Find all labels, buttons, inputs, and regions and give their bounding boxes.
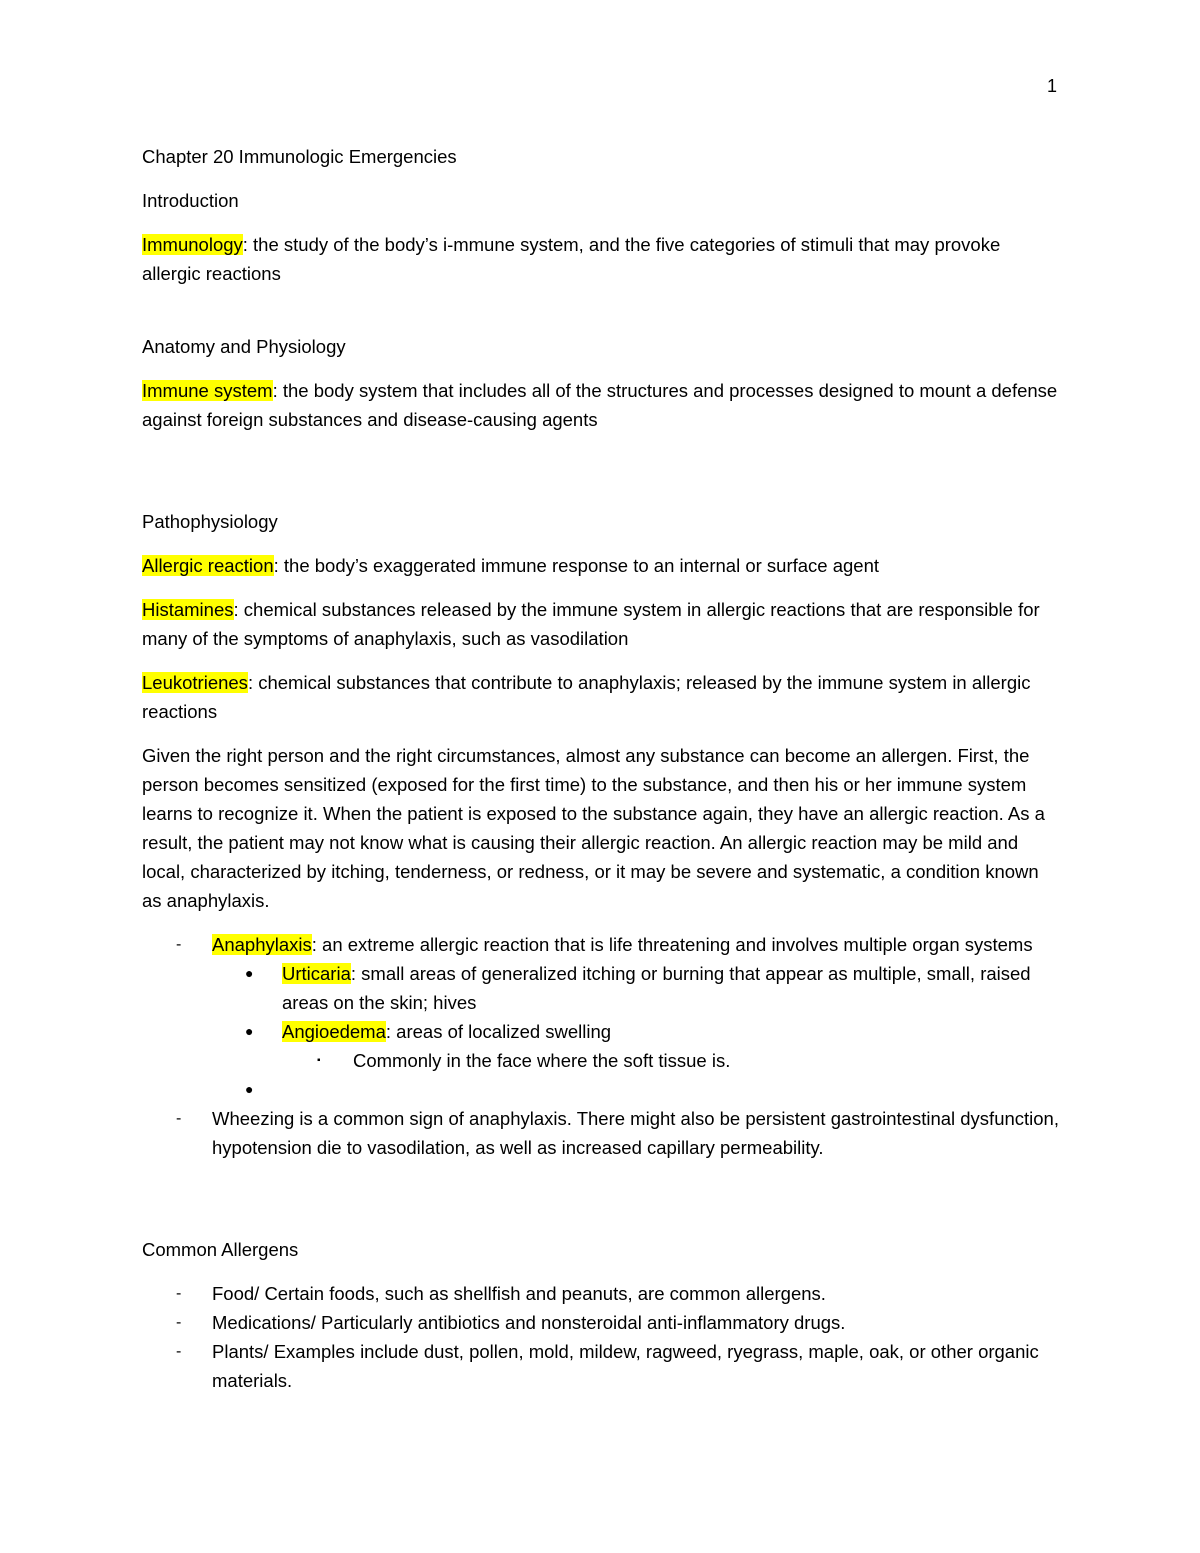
definition-histamines xyxy=(142,595,1062,653)
allergen-text: Food/ Certain foods, such as shellfish and peanuts, are common allergens. xyxy=(212,1283,826,1304)
list-item-anaphylaxis xyxy=(142,930,1062,959)
definition-text: : the body’s exaggerated immune response to an internal or surface agent xyxy=(273,555,880,576)
term-urticaria: Urticaria xyxy=(282,963,351,984)
anaphylaxis-list xyxy=(142,930,1062,1162)
term-histamines: Histamines xyxy=(142,599,234,620)
definition-leukotrienes xyxy=(142,668,1062,726)
allergen-text: Medications/ Particularly antibiotics and nonsteroidal anti-inflammatory drugs. xyxy=(212,1312,846,1333)
document-body xyxy=(142,142,1062,1395)
bullet-marker: ● xyxy=(245,1081,254,1097)
dash-marker: - xyxy=(176,1285,182,1302)
list-item-wheezing xyxy=(142,1104,1062,1162)
definition-text: : small areas of generalized itching or burning that appear as multiple, small, raised areas on the skin; hives xyxy=(282,963,1031,1013)
chapter-title: Chapter 20 Immunologic Emergencies xyxy=(142,146,457,167)
note-text: Commonly in the face where the soft tissue is. xyxy=(353,1050,731,1071)
definition-text: : areas of localized swelling xyxy=(385,1021,612,1042)
list-item-angioedema xyxy=(142,1017,1062,1046)
list-item-plants xyxy=(142,1337,1062,1395)
allergen-paragraph: Given the right person and the right circumstances, almost any substance can become an allergen. First, the person becomes sensitized (exposed for the first time) to the substance, and then his or her immune system learns to recognize it. When the patient is exposed to the substance again, they have an allergic reaction. As a result, the patient may not know what is causing their allergic reaction. An allergic reaction may be mild and local, characterized by itching, tenderness, or redness, or it may be severe and systematic, a condition known as anaphylaxis. xyxy=(142,745,1045,911)
list-item-urticaria xyxy=(142,959,1062,1017)
definition-text: : the body system that includes all of the structures and processes designed to mount a defense against foreign substances and disease-causing agents xyxy=(142,380,1058,430)
allergen-text: Plants/ Examples include dust, pollen, mold, mildew, ragweed, ryegrass, maple, oak, or other organic materials. xyxy=(212,1341,1039,1391)
section-heading-introduction: Introduction xyxy=(142,190,239,211)
term-allergic-reaction: Allergic reaction xyxy=(142,555,274,576)
list-item-food xyxy=(142,1279,1062,1308)
square-marker: ▪ xyxy=(317,1055,321,1066)
wheezing-text: Wheezing is a common sign of anaphylaxis. There might also be persistent gastrointestinal dysfunction, hypotension die to vasodilation, as well as increased capillary permeability. xyxy=(212,1108,1059,1158)
page-number: 1 xyxy=(1046,76,1057,96)
definition-text: : the study of the body’s i-mmune system, and the five categories of stimuli that may provoke allergic reactions xyxy=(142,234,1001,284)
definition-text: : an extreme allergic reaction that is life threatening and involves multiple organ systems xyxy=(311,934,1033,955)
section-heading-pathophysiology: Pathophysiology xyxy=(142,511,278,532)
dash-marker: - xyxy=(176,1110,182,1127)
definition-text: : chemical substances that contribute to anaphylaxis; released by the immune system in allergic reactions xyxy=(142,672,1031,722)
allergens-list xyxy=(142,1279,1062,1395)
bullet-marker: ● xyxy=(245,1023,254,1039)
dash-marker: - xyxy=(176,936,182,953)
list-item-empty xyxy=(142,1075,1062,1104)
definition-immunology xyxy=(142,230,1062,288)
list-item-angioedema-note xyxy=(142,1046,1062,1075)
dash-marker: - xyxy=(176,1314,182,1331)
term-leukotrienes: Leukotrienes xyxy=(142,672,248,693)
definition-immune-system xyxy=(142,376,1062,434)
definition-allergic-reaction xyxy=(142,551,1062,580)
term-immune-system: Immune system xyxy=(142,380,273,401)
bullet-marker: ● xyxy=(245,965,254,981)
list-item-medications xyxy=(142,1308,1062,1337)
term-immunology: Immunology xyxy=(142,234,243,255)
definition-text: : chemical substances released by the immune system in allergic reactions that are responsible for many of the symptoms of anaphylaxis, such as vasodilation xyxy=(142,599,1040,649)
section-heading-allergens: Common Allergens xyxy=(142,1239,299,1260)
term-angioedema: Angioedema xyxy=(282,1021,386,1042)
term-anaphylaxis: Anaphylaxis xyxy=(212,934,312,955)
dash-marker: - xyxy=(176,1343,182,1360)
section-heading-anatomy: Anatomy and Physiology xyxy=(142,336,346,357)
